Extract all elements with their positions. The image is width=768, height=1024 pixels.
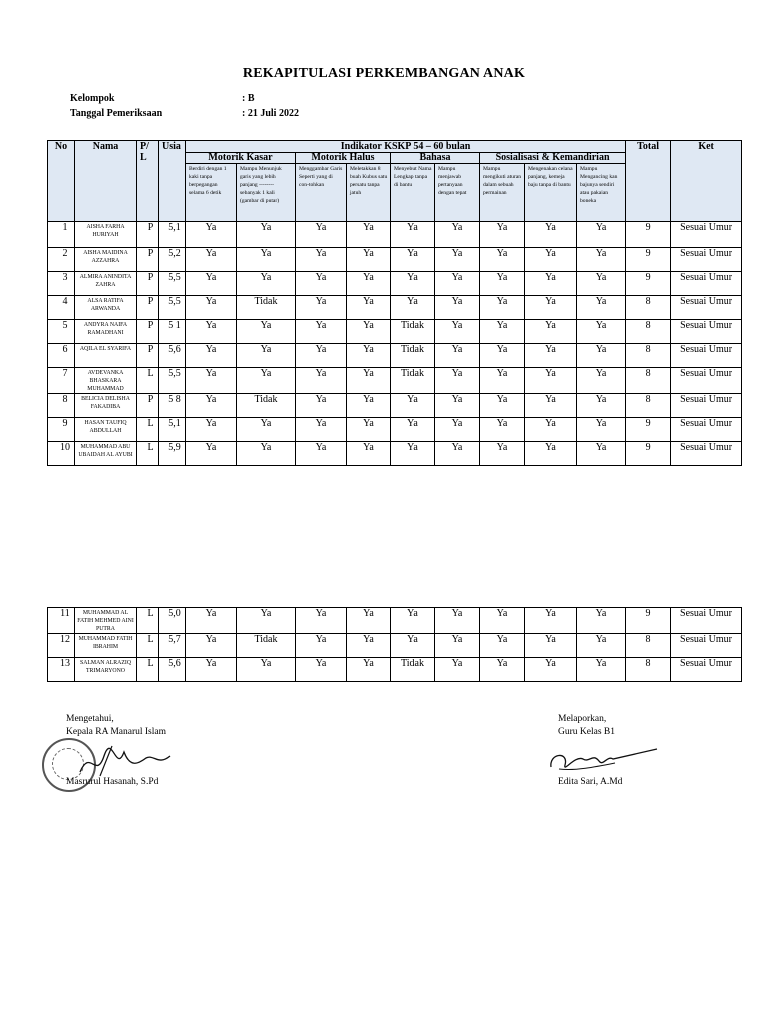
- row-indikator-7: Ya: [480, 272, 525, 296]
- row-nama: AQILA EL SYARIFA: [75, 344, 137, 368]
- right-sign-line2: Guru Kelas B1: [558, 727, 615, 737]
- row-indikator-9: Ya: [577, 442, 626, 466]
- row-no: 2: [48, 248, 75, 272]
- row-indikator-5: Ya: [391, 442, 435, 466]
- row-indikator-5: Ya: [391, 608, 435, 634]
- row-indikator-4: Ya: [347, 368, 391, 394]
- tanggal-row: [70, 108, 299, 119]
- row-indikator-1: Ya: [186, 320, 237, 344]
- row-indikator-6: Ya: [435, 442, 480, 466]
- row-nama: ANDYRA NAIFA RAMADHANI: [75, 320, 137, 344]
- row-ket: Sesuai Umur: [671, 272, 742, 296]
- row-indikator-9: Ya: [577, 222, 626, 248]
- table-row: [48, 320, 742, 344]
- row-indikator-4: Ya: [347, 296, 391, 320]
- row-pl: L: [137, 368, 159, 394]
- right-sign-name: Edita Sari, A.Md: [558, 777, 623, 787]
- row-indikator-7: Ya: [480, 418, 525, 442]
- row-indikator-8: Ya: [525, 320, 577, 344]
- row-indikator-9: Ya: [577, 248, 626, 272]
- row-indikator-9: Ya: [577, 368, 626, 394]
- row-nama: MUHAMMAD ABU UBAIDAH AL AYUBI: [75, 442, 137, 466]
- row-indikator-1: Ya: [186, 658, 237, 682]
- row-usia: 5,5: [159, 272, 186, 296]
- row-ket: Sesuai Umur: [671, 222, 742, 248]
- row-indikator-7: Ya: [480, 368, 525, 394]
- table-row: [48, 634, 742, 658]
- row-indikator-2: Ya: [237, 368, 296, 394]
- row-usia: 5,2: [159, 248, 186, 272]
- row-indikator-7: Ya: [480, 296, 525, 320]
- row-nama: MUHAMMAD AL FATIH MEHMED AINI PUTRA: [75, 608, 137, 634]
- header-item-6: Mampu menjawab pertanyaan dengan tepat: [435, 164, 480, 222]
- row-indikator-9: Ya: [577, 608, 626, 634]
- row-indikator-9: Ya: [577, 418, 626, 442]
- row-nama: BELICIA DELISHA FAKADIBA: [75, 394, 137, 418]
- row-indikator-2: Ya: [237, 248, 296, 272]
- row-indikator-4: Ya: [347, 634, 391, 658]
- right-signature-block: [558, 713, 615, 739]
- kelompok-row: [70, 93, 255, 104]
- row-indikator-8: Ya: [525, 418, 577, 442]
- table-row: [48, 368, 742, 394]
- header-usia: Usia: [159, 141, 186, 222]
- row-indikator-6: Ya: [435, 296, 480, 320]
- table-row: [48, 248, 742, 272]
- row-pl: P: [137, 222, 159, 248]
- row-indikator-5: Ya: [391, 248, 435, 272]
- row-ket: Sesuai Umur: [671, 442, 742, 466]
- row-ket: Sesuai Umur: [671, 658, 742, 682]
- row-nama: ALSA RATIFA ARWANDA: [75, 296, 137, 320]
- row-ket: Sesuai Umur: [671, 248, 742, 272]
- row-usia: 5,5: [159, 368, 186, 394]
- table-row: [48, 394, 742, 418]
- row-indikator-5: Ya: [391, 296, 435, 320]
- row-usia: 5,6: [159, 344, 186, 368]
- table-row: [48, 344, 742, 368]
- row-indikator-1: Ya: [186, 634, 237, 658]
- row-indikator-9: Ya: [577, 320, 626, 344]
- tanggal-value: : 21 Juli 2022: [242, 108, 299, 119]
- row-indikator-6: Ya: [435, 634, 480, 658]
- table-row: [48, 222, 742, 248]
- row-total: 9: [626, 248, 671, 272]
- row-indikator-5: Ya: [391, 272, 435, 296]
- rekap-table: [47, 140, 742, 466]
- row-usia: 5 1: [159, 320, 186, 344]
- row-indikator-3: Ya: [296, 658, 347, 682]
- row-indikator-5: Ya: [391, 418, 435, 442]
- row-total: 8: [626, 320, 671, 344]
- row-no: 11: [48, 608, 75, 634]
- row-indikator-7: Ya: [480, 248, 525, 272]
- row-total: 8: [626, 368, 671, 394]
- row-ket: Sesuai Umur: [671, 418, 742, 442]
- header-group-bahasa: Bahasa: [391, 153, 480, 164]
- row-total: 8: [626, 658, 671, 682]
- tanggal-label: Tanggal Pemeriksaan: [70, 108, 163, 119]
- table-row: [48, 442, 742, 466]
- row-indikator-4: Ya: [347, 272, 391, 296]
- rekap-table-body: [48, 222, 742, 466]
- row-usia: 5,6: [159, 658, 186, 682]
- row-usia: 5,5: [159, 296, 186, 320]
- header-total: Total: [626, 141, 671, 222]
- row-total: 9: [626, 222, 671, 248]
- row-indikator-7: Ya: [480, 658, 525, 682]
- row-indikator-9: Ya: [577, 394, 626, 418]
- row-nama: SALMAN ALRAZIQ TRIMARYONO: [75, 658, 137, 682]
- header-ket: Ket: [671, 141, 742, 222]
- row-indikator-2: Ya: [237, 658, 296, 682]
- row-total: 8: [626, 344, 671, 368]
- row-pl: L: [137, 442, 159, 466]
- row-nama: AISHA FARHA HURIYAH: [75, 222, 137, 248]
- rekap-table-continued: [47, 607, 742, 682]
- row-indikator-3: Ya: [296, 442, 347, 466]
- row-indikator-6: Ya: [435, 272, 480, 296]
- row-indikator-7: Ya: [480, 608, 525, 634]
- row-indikator-6: Ya: [435, 394, 480, 418]
- row-ket: Sesuai Umur: [671, 634, 742, 658]
- header-pl: P/ L: [137, 141, 159, 222]
- row-total: 9: [626, 442, 671, 466]
- header-group-motorik-halus: Motorik Halus: [296, 153, 391, 164]
- row-indikator-2: Ya: [237, 344, 296, 368]
- row-indikator-3: Ya: [296, 296, 347, 320]
- row-total: 8: [626, 296, 671, 320]
- row-indikator-8: Ya: [525, 658, 577, 682]
- row-indikator-3: Ya: [296, 634, 347, 658]
- header-item-4: Meletakkan 8 buah Kubus satu persatu tanpa jatuh: [347, 164, 391, 222]
- row-no: 3: [48, 272, 75, 296]
- row-indikator-1: Ya: [186, 344, 237, 368]
- row-indikator-3: Ya: [296, 368, 347, 394]
- row-indikator-5: Ya: [391, 394, 435, 418]
- row-ket: Sesuai Umur: [671, 344, 742, 368]
- row-indikator-3: Ya: [296, 608, 347, 634]
- table-row: [48, 608, 742, 634]
- row-usia: 5,9: [159, 442, 186, 466]
- row-indikator-8: Ya: [525, 608, 577, 634]
- header-item-2: Mampu Menunjuk garis yang lebih panjang -------- sebanyak 1 kali (gambar di putar): [237, 164, 296, 222]
- row-ket: Sesuai Umur: [671, 320, 742, 344]
- row-indikator-8: Ya: [525, 442, 577, 466]
- row-indikator-9: Ya: [577, 658, 626, 682]
- row-indikator-5: Tidak: [391, 368, 435, 394]
- row-pl: P: [137, 394, 159, 418]
- row-usia: 5,1: [159, 222, 186, 248]
- row-pl: L: [137, 608, 159, 634]
- header-item-5: Menyebut Nama Lengkap tanpa di bantu: [391, 164, 435, 222]
- row-indikator-8: Ya: [525, 272, 577, 296]
- row-indikator-1: Ya: [186, 296, 237, 320]
- row-indikator-4: Ya: [347, 222, 391, 248]
- row-indikator-7: Ya: [480, 442, 525, 466]
- kelompok-value: : B: [242, 93, 255, 104]
- row-indikator-2: Ya: [237, 418, 296, 442]
- header-item-7: Mampu mengikuti aturan dalam sebuah permainan: [480, 164, 525, 222]
- row-indikator-7: Ya: [480, 394, 525, 418]
- row-indikator-1: Ya: [186, 418, 237, 442]
- row-pl: P: [137, 344, 159, 368]
- row-no: 9: [48, 418, 75, 442]
- row-indikator-6: Ya: [435, 248, 480, 272]
- row-indikator-5: Tidak: [391, 320, 435, 344]
- row-no: 8: [48, 394, 75, 418]
- row-indikator-1: Ya: [186, 272, 237, 296]
- row-total: 8: [626, 394, 671, 418]
- table-row: [48, 418, 742, 442]
- row-no: 6: [48, 344, 75, 368]
- row-indikator-9: Ya: [577, 296, 626, 320]
- row-indikator-7: Ya: [480, 634, 525, 658]
- row-usia: 5,0: [159, 608, 186, 634]
- kelompok-label: Kelompok: [70, 93, 115, 104]
- row-nama: MUHAMMAD FATIH IBRAHIM: [75, 634, 137, 658]
- row-indikator-8: Ya: [525, 344, 577, 368]
- row-ket: Sesuai Umur: [671, 368, 742, 394]
- header-group-motorik-kasar: Motorik Kasar: [186, 153, 296, 164]
- header-item-3: Menggambar Garis Seperti yang di con-tohkan: [296, 164, 347, 222]
- table-row: [48, 272, 742, 296]
- row-no: 1: [48, 222, 75, 248]
- row-indikator-8: Ya: [525, 394, 577, 418]
- row-indikator-6: Ya: [435, 658, 480, 682]
- row-indikator-3: Ya: [296, 248, 347, 272]
- row-pl: L: [137, 418, 159, 442]
- row-indikator-6: Ya: [435, 608, 480, 634]
- header-indikator: Indikator KSKP 54 – 60 bulan: [186, 141, 626, 153]
- row-indikator-7: Ya: [480, 222, 525, 248]
- row-indikator-1: Ya: [186, 248, 237, 272]
- row-indikator-2: Tidak: [237, 634, 296, 658]
- header-item-8: Mengenakan celana panjang, kemeja baju tanpa di bantu: [525, 164, 577, 222]
- row-total: 9: [626, 608, 671, 634]
- row-indikator-2: Tidak: [237, 394, 296, 418]
- row-usia: 5 8: [159, 394, 186, 418]
- row-indikator-2: Ya: [237, 320, 296, 344]
- row-no: 5: [48, 320, 75, 344]
- row-indikator-7: Ya: [480, 344, 525, 368]
- row-no: 7: [48, 368, 75, 394]
- row-indikator-7: Ya: [480, 320, 525, 344]
- table-row: [48, 296, 742, 320]
- row-indikator-3: Ya: [296, 344, 347, 368]
- left-sign-line1: Mengetahui,: [66, 714, 114, 724]
- row-pl: P: [137, 320, 159, 344]
- row-indikator-1: Ya: [186, 368, 237, 394]
- document-title: REKAPITULASI PERKEMBANGAN ANAK: [242, 66, 526, 81]
- row-usia: 5,1: [159, 418, 186, 442]
- row-pl: P: [137, 296, 159, 320]
- row-indikator-5: Ya: [391, 634, 435, 658]
- row-indikator-2: Tidak: [237, 296, 296, 320]
- row-indikator-4: Ya: [347, 608, 391, 634]
- row-indikator-8: Ya: [525, 368, 577, 394]
- row-indikator-9: Ya: [577, 272, 626, 296]
- row-no: 13: [48, 658, 75, 682]
- row-indikator-2: Ya: [237, 272, 296, 296]
- header-nama: Nama: [75, 141, 137, 222]
- row-indikator-1: Ya: [186, 442, 237, 466]
- row-pl: P: [137, 272, 159, 296]
- row-indikator-1: Ya: [186, 222, 237, 248]
- row-indikator-4: Ya: [347, 418, 391, 442]
- row-indikator-4: Ya: [347, 658, 391, 682]
- row-nama: ALMIRA ANINDITA ZAHRA: [75, 272, 137, 296]
- row-total: 9: [626, 418, 671, 442]
- row-no: 12: [48, 634, 75, 658]
- row-indikator-6: Ya: [435, 418, 480, 442]
- row-ket: Sesuai Umur: [671, 296, 742, 320]
- rekap-table-body-continued: [48, 608, 742, 682]
- row-ket: Sesuai Umur: [671, 608, 742, 634]
- row-indikator-9: Ya: [577, 344, 626, 368]
- table-row: [48, 658, 742, 682]
- row-indikator-3: Ya: [296, 272, 347, 296]
- row-total: 8: [626, 634, 671, 658]
- row-indikator-8: Ya: [525, 222, 577, 248]
- row-indikator-4: Ya: [347, 320, 391, 344]
- left-signature-block: [66, 713, 166, 739]
- row-nama: AISHA MAIDINA AZZAHRA: [75, 248, 137, 272]
- header-item-9: Mampu Mengancing kan bajunya sendiri atau pakaian boneka: [577, 164, 626, 222]
- row-indikator-5: Tidak: [391, 344, 435, 368]
- row-indikator-1: Ya: [186, 394, 237, 418]
- header-no: No: [48, 141, 75, 222]
- row-indikator-5: Tidak: [391, 658, 435, 682]
- row-indikator-4: Ya: [347, 442, 391, 466]
- row-indikator-6: Ya: [435, 368, 480, 394]
- row-indikator-3: Ya: [296, 320, 347, 344]
- row-indikator-2: Ya: [237, 442, 296, 466]
- row-pl: L: [137, 658, 159, 682]
- left-sign-name: Masrurul Hasanah, S.Pd: [66, 777, 159, 787]
- row-indikator-8: Ya: [525, 634, 577, 658]
- row-no: 4: [48, 296, 75, 320]
- row-indikator-6: Ya: [435, 344, 480, 368]
- right-signature-scribble: [545, 745, 665, 777]
- row-indikator-6: Ya: [435, 320, 480, 344]
- header-group-sosialisasi: Sosialisasi & Kemandirian: [480, 153, 626, 164]
- row-indikator-3: Ya: [296, 222, 347, 248]
- row-no: 10: [48, 442, 75, 466]
- row-indikator-9: Ya: [577, 634, 626, 658]
- row-indikator-2: Ya: [237, 222, 296, 248]
- row-ket: Sesuai Umur: [671, 394, 742, 418]
- row-indikator-8: Ya: [525, 296, 577, 320]
- row-indikator-4: Ya: [347, 248, 391, 272]
- row-indikator-2: Ya: [237, 608, 296, 634]
- row-indikator-8: Ya: [525, 248, 577, 272]
- header-item-1: Berdiri dengan 1 kaki tanpa berpegangan selama 6 detik: [186, 164, 237, 222]
- row-indikator-3: Ya: [296, 418, 347, 442]
- row-nama: HASAN TAUFIQ ABDULLAH: [75, 418, 137, 442]
- row-indikator-6: Ya: [435, 222, 480, 248]
- row-usia: 5,7: [159, 634, 186, 658]
- row-indikator-1: Ya: [186, 608, 237, 634]
- row-pl: P: [137, 248, 159, 272]
- right-sign-line1: Melaporkan,: [558, 714, 607, 724]
- row-indikator-3: Ya: [296, 394, 347, 418]
- row-total: 9: [626, 272, 671, 296]
- row-pl: L: [137, 634, 159, 658]
- row-indikator-4: Ya: [347, 394, 391, 418]
- left-sign-line2: Kepala RA Manarul Islam: [66, 727, 166, 737]
- row-indikator-5: Ya: [391, 222, 435, 248]
- row-nama: AVDEVANKA BHASKARA MUHAMMAD: [75, 368, 137, 394]
- row-indikator-4: Ya: [347, 344, 391, 368]
